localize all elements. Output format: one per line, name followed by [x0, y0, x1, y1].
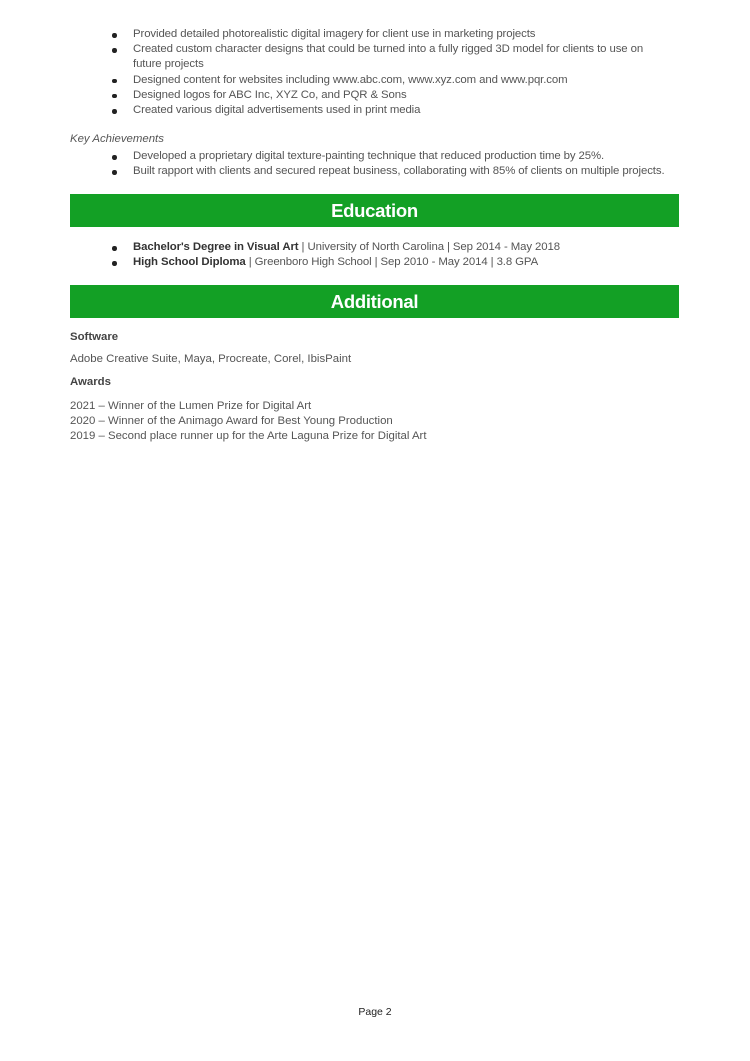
- achievement-bullet: Developed a proprietary digital texture-painting technique that reduced production time by 25%.: [70, 149, 680, 164]
- achievement-bullet: Built rapport with clients and secured repeat business, collaborating with 85% of clients on multiple projects.: [70, 164, 680, 179]
- degree-details: | Greenboro High School | Sep 2010 - May 2014 | 3.8 GPA: [245, 256, 539, 269]
- education-item: [70, 240, 680, 255]
- degree-name: Bachelor's Degree in Visual Art: [133, 241, 299, 253]
- experience-bullet: Designed content for websites including www.abc.com, www.xyz.com and www.pqr.com: [70, 73, 670, 88]
- experience-bullet-list: [70, 27, 670, 118]
- experience-bullet: Created custom character designs that could be turned into a fully rigged 3D model for clients to use on future projects: [70, 42, 670, 72]
- key-achievements-list: [70, 149, 680, 179]
- software-heading: Software: [70, 331, 119, 343]
- experience-bullet: Provided detailed photorealistic digital imagery for client use in marketing projects: [70, 27, 670, 42]
- additional-section-header: Additional: [70, 285, 679, 318]
- education-item: [70, 255, 680, 270]
- key-achievements-label: Key Achievements: [70, 133, 164, 145]
- education-section-header: Education: [70, 194, 679, 227]
- experience-bullet: Designed logos for ABC Inc, XYZ Co, and PQR & Sons: [70, 88, 670, 103]
- award-item: 2021 – Winner of the Lumen Prize for Digital Art: [70, 400, 312, 412]
- experience-bullet: Created various digital advertisements used in print media: [70, 103, 670, 118]
- award-item: 2019 – Second place runner up for the Arte Laguna Prize for Digital Art: [70, 430, 427, 443]
- degree-details: | University of North Carolina | Sep 2014 - May 2018: [298, 241, 560, 253]
- awards-list: [70, 399, 427, 445]
- awards-heading: Awards: [70, 376, 111, 388]
- page-number: Page 2: [358, 1006, 392, 1018]
- degree-name: High School Diploma: [133, 256, 246, 269]
- award-item: 2020 – Winner of the Animago Award for Best Young Production: [70, 415, 393, 428]
- education-list: [70, 240, 680, 270]
- software-list: Adobe Creative Suite, Maya, Procreate, Corel, IbisPaint: [70, 353, 352, 365]
